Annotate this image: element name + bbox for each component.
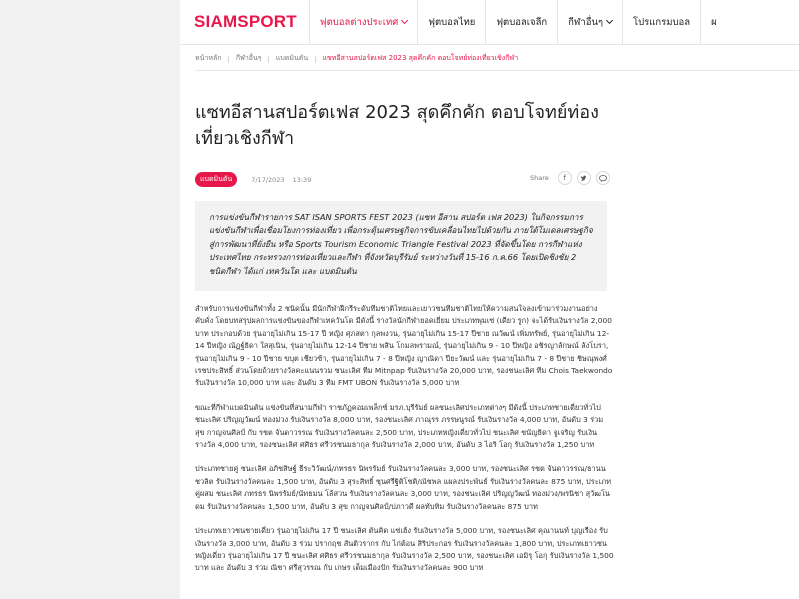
site-logo[interactable]: SIAMSPORT bbox=[194, 12, 297, 31]
nav-item-more[interactable] bbox=[700, 0, 727, 45]
nav-item-label: ฟุตบอลเจลีก bbox=[496, 16, 548, 28]
article-lead-quote: การแข่งขันกีฬารายการ SAT ISAN SPORTS FEST 2023 (แซท อีสาน สปอร์ต เฟส 2023) ในกิจกรรมการแข่งขันกีฬาเพื่อเชื่อมโยงการท่องเที่ยว เพื่อกระตุ้นเศรษฐกิจการขับเคลื่อนไทยไปด้วยกัน ภายใต้โมเดลเศรษฐกิจสู่การพัฒนาที่ยั่งยืน หรือ Sports Tourism Economic Triangle Festival 2023 ที่จัดขึ้นโดย การกีฬาแห่งประเทศไทย กระทรวงการท่องเที่ยวและกีฬา ที่จังหวัดบุรีรัมย์ ระหว่างวันที่ 15-16 ก.ค.66 โดยเปิดชิงชัย 2 ชนิดกีฬา ได้แก่ เทควันโด และ แบดมินตัน bbox=[195, 201, 607, 291]
twitter-share-button[interactable] bbox=[577, 171, 591, 185]
article-paragraph: ประเภทเยาวชนชายเดี่ยว รุ่นอายุไม่เกิน 17 ปี ชนะเลิศ ตันคิด แซ่เฮ้ง รับเงินรางวัล 5,000 บาท, รองชนะเลิศ คุณานนท์ บุญเรือง รับเงินรางวัล 3,000 บาท, อันดับ 3 ร่วม ปรากฤช สันติวรากร กับ ไก่ต้อน สิริประกอร รับเงินรางวัลคนละ 1,800 บาท, ประเภทเยาวชนหญิงเดี่ยว รุ่นอายุไม่เกิน 17 ปี ชนะเลิศ ศศิธร ศรีวรชนมธากุล รับเงินรางวัล 2,500 บาท, รองชนะเลิศ เอมิรุ โอกุ รับเงินรางวัล 1,500 บาท และ อันดับ 3 ร่วม ณิชา ศรีสุวรรณ กับ เกษร เด็มเมืองปัก รับเงินรางวัลคนละ 900 บาท bbox=[195, 526, 614, 573]
nav-item-label: ผ bbox=[711, 16, 717, 28]
article-body bbox=[195, 303, 615, 587]
article-paragraph: สำหรับการแข่งขันกีฬาทั้ง 2 ชนิดนั้น มีนักกีฬาฝีกรีระดับทีมชาติไทยและเยาวชนทีมชาติไทยให้ความสนใจลงเข้ามาร่วมงานอย่างคับคั่ง โดยบทสรุปผลการแข่งขันของกีฬาเทควันโด มีดังนี้ รางวัลนักกีฬายอดเยี่ยม ประเภทพุมเซ่ (เดียว รูก) จะได้รับเงินรางวัล 2,000 บาท ประกอบด้วย รุ่นอายุไม่เกิน 15-17 ปี หญิง ศุภสตา กุลพงวน, รุ่นอายุไม่เกิน 15-17 ปีชาย ณวัฒน์ เพิ่มทรัพย์, รุ่นอายุไม่เกิน 12-14 ปีหญิง ณัฏฐ์ธิดา ใสสุเนิน, รุ่นอายุไม่เกิน 12-14 ปีชาย พสิน โกมลพรามณ์, รุ่นอายุไม่เกิน 9 - 10 ปีหญิง อชิรญาลักษณ์ ลังโบรา, รุ่นอายุไม่เกิน 9 - 10 ปีชาย ขบุต เชียวซ้า, รุ่นอายุไม่เกิน 7 - 8 ปีหญิง ญาณิดา ปียะวัฒน์ และ รุ่นอายุไม่เกิน 7 - 8 ปีชาย ชิษณุพงศ์ เรชประสิทธิ์ ส่วนโดยถ้วยรางวัลคะแนนรวม ชนะเลิศ ทีม Mitnpap รับเงินรางวัล 20,000 บาท, รองชนะเลิศ ทีม Chois Taekwondo รับเงินรางวัล 10,000 บาท และ อันดับ 3 ทีม FMT UBON รับเงินรางวัล 5,000 บาท bbox=[195, 304, 613, 388]
breadcrumb-badminton[interactable]: แบดมินตัน bbox=[275, 54, 309, 62]
article-meta bbox=[195, 172, 311, 187]
nav-item-label: กีฬาอื่นๆ bbox=[568, 16, 604, 28]
breadcrumb-home[interactable]: หน้าหลัก bbox=[195, 54, 222, 62]
share-bar bbox=[530, 171, 610, 185]
breadcrumb-current: แซทอีสานสปอร์ตเฟส 2023 สุดคึกคัก ตอบโจทย์ท่องเที่ยวเชิงกีฬา bbox=[322, 54, 519, 62]
breadcrumb bbox=[195, 53, 518, 64]
facebook-share-button[interactable] bbox=[558, 171, 572, 185]
nav-item-thai-football[interactable] bbox=[417, 0, 485, 45]
line-icon bbox=[599, 175, 607, 182]
nav-item-label: ฟุตบอลไทย bbox=[428, 16, 476, 28]
nav-item-program[interactable] bbox=[622, 0, 700, 45]
breadcrumb-separator: | bbox=[267, 54, 270, 63]
category-badge[interactable]: แบดมินตัน bbox=[195, 172, 237, 187]
site-header bbox=[180, 0, 799, 45]
article-date: 7/17/2023 bbox=[251, 175, 285, 184]
breadcrumb-separator: | bbox=[314, 54, 317, 63]
article-time: 13:39 bbox=[292, 175, 312, 184]
main-nav bbox=[309, 0, 727, 45]
breadcrumb-separator: | bbox=[227, 54, 230, 63]
nav-item-label: ฟุตบอลต่างประเทศ bbox=[319, 16, 399, 28]
nav-item-foreign-football[interactable] bbox=[309, 0, 417, 45]
header-divider bbox=[195, 70, 799, 71]
nav-item-label: โปรแกรมบอล bbox=[633, 16, 691, 28]
article-title: แซทอีสานสปอร์ตเฟส 2023 สุดคึกคัก ตอบโจทย์ท่องเที่ยวเชิงกีฬา bbox=[195, 102, 599, 149]
nav-item-other-sports[interactable] bbox=[557, 0, 622, 45]
line-share-button[interactable] bbox=[596, 171, 610, 185]
nav-item-jleague[interactable] bbox=[485, 0, 557, 45]
breadcrumb-other-sports[interactable]: กีฬาอื่นๆ bbox=[235, 54, 262, 62]
chevron-down-icon bbox=[401, 17, 408, 24]
share-label: Share bbox=[530, 174, 549, 182]
facebook-icon: f bbox=[563, 174, 566, 182]
chevron-down-icon bbox=[606, 17, 613, 24]
article-paragraph: ประเภทชายคู่ ชนะเลิศ อภิชสิษฐ์ ธีระวิวัฒน์/ภทรธร นิพรรัมย์ รับเงินรางวัลคนละ 3,000 บาท, รองชนะเลิศ รชต จันดาวรรณ/ธานนชวลิต รับเงินรางวัลคนละ 1,500 บาท, อันดับ 3 สุระสิทธิ์ ชุนศรีฐิติโชติ/ณัชพล แผลงประพันธ์ รับเงินรางวัลคนละ 875 บาท, ประเภทคู่ผสม ชนะเลิศ ภทรธร นิพรรัมย์/นัทธมน โล้สวน รับเงินรางวัลคนละ 3,000 บาท, รองชนะเลิศ ปริญญวัฒน์ ทองม่วง/พรนิชา สุวัฒโนดม รับเงินรางวัลคนละ 1,500 บาท, อันดับ 3 สุข กาญจนศิลป์/ปภาวดี ผลทับทิม รับเงินรางวัลคนละ 875 บาท bbox=[195, 464, 611, 511]
twitter-icon bbox=[580, 175, 587, 182]
article-paragraph: ขณะที่กีฬาแบดมินตัน แข่งขันที่สนามกีฬา ราชภัฏคอมเพล็กซ์ มรภ.บุรีรัมย์ ผลชนะเลิศประเภทต่างๆ มีดังนี้ ประเภทชายเดี่ยวทั่วไป ชนะเลิศ ปริญญวัฒน์ ทองม่วง รับเงินรางวัล 8,000 บาท, รองชนะเลิศ ภาณุรร ภรรษนูรณ์ รับเงินรางวัล 4,000 บาท, อันดับ 3 ร่วม สุข กาญจนศิลป์ กับ รชต จันดาวรรณ รับเงินรางวัลคนละ 2,500 บาท, ประเภทหญิงเดี่ยวทั่วไป ชนะเลิศ ชนัญธิดา จูเจริญ รับเงินรางวัล 4,000 บาท, รองชนะเลิศ ศศิธร ศรีวรชนมธากุล รับเงินรางวัล 2,000 บาท, อันดับ 3 ไอริ โอกุ รับเงินรางวัล 1,250 บาท bbox=[195, 402, 604, 450]
